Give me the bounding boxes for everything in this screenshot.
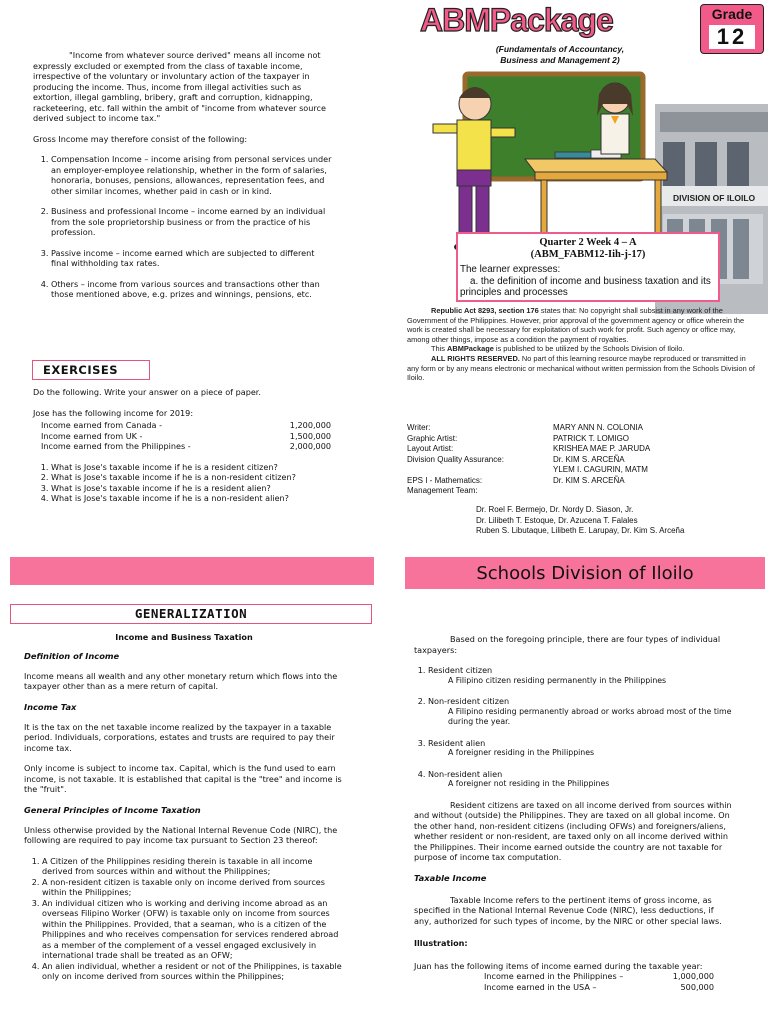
credit-role: [407, 465, 553, 476]
income-label: Income earned in the Philippines –: [484, 971, 624, 981]
credit-role: Graphic Artist:: [407, 433, 458, 443]
income-value: 1,000,000: [672, 971, 714, 981]
publish-paragraph: This ABMPackage is published to be utilized by the Schools Division of Iloilo.: [431, 344, 685, 354]
grade-badge: [700, 4, 764, 54]
generalization-label: GENERALIZATION: [10, 604, 372, 624]
taxpayer-type: [428, 696, 732, 728]
credit-name: YLEM I. CAGURIN, MATM: [553, 465, 648, 474]
list-item: 3. Passive income – income earned which are subjected to different final withholding tax rates.: [51, 248, 333, 269]
income-tax-text: It is the tax on the net taxable income realized by the taxpayer in a taxable period. Individuals, corporations, estates and trusts are required to pay their income tax.: [24, 721, 335, 753]
division-banner-text: Schools Division of Iloilo: [476, 562, 694, 584]
list-item: 3. An individual citizen who is working and deriving income abroad as an overseas Filipino Worker (OFW) is taxable only on income from sources within the Philippines. Provided, that a seaman, who is a citizen of the Philippines and who receives compensation for services rendered abroad as a member of the complement of a vessel engaged exclusively in international trade shall be treated as an OFW;: [42, 898, 344, 961]
credit-role: Division Quality Assurance:: [407, 454, 504, 464]
competency-code: (ABM_FABM12-Iih-j-17): [530, 249, 646, 260]
subtitle-line-1: (Fundamentals of Accountancy,: [495, 44, 625, 54]
illustration-label: Illustration:: [414, 938, 468, 948]
income-label: Income earned from Canada -: [41, 420, 162, 430]
top-left-panel: [33, 50, 333, 310]
type-name: 2. Non-resident citizen: [428, 696, 510, 706]
question-item: 4. What is Jose's taxable income if he is a non-resident alien?: [51, 493, 333, 504]
subtitle-line-2: Business and Management 2): [500, 55, 620, 65]
division-banner: [405, 557, 765, 589]
list-item: 1. A Citizen of the Philippines residing therein is taxable in all income derived from sources within and without the Philippines;: [42, 856, 344, 877]
exercises-label: EXERCISES: [32, 360, 150, 380]
credits-table: [407, 423, 753, 497]
cover-subtitle: [440, 44, 680, 66]
capital-text: Only income is subject to income tax. Capital, which is the fund used to earn income, is not taxable. It is established that capital is the "tree" and income is the "fruit".: [24, 763, 342, 794]
management-line: Dr. Roel F. Bermejo, Dr. Nordy D. Siason, Jr.: [476, 505, 634, 514]
gross-income-list: [33, 154, 333, 300]
taxpayer-type: [428, 769, 732, 790]
taxed-paragraph: Resident citizens are taxed on all income derived from sources within and without (outside) the Philippines. They are taxed on all global income. On the other hand, non-resident citizens (including OFWs) and foreigners/aliens, whether resident or non-resident, are taxed only on all income derived within the Philippines. Their income earned outside the country are not taxable for purpose of income tax computation.: [414, 799, 732, 862]
management-label: Management Team:: [407, 486, 478, 495]
credit-role: Layout Artist:: [407, 444, 454, 453]
list-item: 2. Business and professional Income – income earned by an individual from the sole proprietorship business or from the practice of his profession.: [51, 206, 333, 238]
generalization-panel: [24, 632, 344, 982]
quarter-week: Quarter 2 Week 4 – A: [539, 237, 637, 248]
quarter-title: [458, 237, 718, 261]
question-item: 2. What is Jose's taxable income if he is a non-resident citizen?: [51, 472, 333, 483]
taxable-income-text: Taxable Income refers to the pertinent items of gross income, as specified in the National Internal Revenue Code (NIRC), less deductions, if any, authorized for such types of income, by the NIRC or other special laws.: [414, 894, 722, 926]
type-desc: A foreigner not residing in the Philippines: [448, 779, 610, 788]
type-name: 1. Resident citizen: [428, 665, 493, 675]
type-desc: A Filipino citizen residing permanently in the Philippines: [448, 675, 667, 685]
ra-paragraph: Republic Act 8293, section 176 states that: No copyright shall subsist in any work of the Government of the Philippines. However, prior approval of the government agency or office wherein the work is created shall be necessary for exploitation of such work for profit. Such agency or office may, among other things, impose as a condition the payment of royalties.: [407, 306, 745, 344]
principles-heading: General Principles of Income Taxation: [24, 804, 201, 815]
credit-name: KRISHEA MAE P. JARUDA: [553, 444, 651, 453]
objective-text: a. the definition of income and business taxation and its principles and processes: [460, 275, 711, 298]
rights-paragraph: ALL RIGHTS RESERVED. No part of this learning resource maybe reproduced or transmitted in any form or by any means electronic or mechanical without written permission from the Schools Division of Iloilo.: [407, 353, 755, 383]
income-tax-heading: Income Tax: [24, 701, 77, 712]
type-desc: A foreigner residing in the Philippines: [448, 748, 595, 757]
definition-heading: Definition of Income: [24, 650, 120, 661]
grade-number: 12: [709, 25, 755, 49]
taxpayer-type: [428, 665, 732, 686]
credit-role: Writer:: [407, 423, 431, 432]
credit-name: Dr. KIM S. ARCEÑA: [553, 475, 625, 485]
grade-label: Grade: [711, 6, 753, 22]
type-name: 4. Non-resident alien: [428, 768, 503, 779]
abm-package-logo: ABMPackage: [420, 2, 613, 38]
jose-line: Jose has the following income for 2019:: [33, 407, 194, 418]
directions: Do the following. Write your answer on a piece of paper.: [33, 387, 261, 397]
income-value: 1,500,000: [289, 430, 331, 441]
management-team: [476, 505, 684, 537]
left-pink-banner: [10, 557, 374, 585]
definition-text: Income means all wealth and any other monetary return which flows into the taxpayer other than as a mere return of capital.: [24, 670, 338, 691]
management-line: Ruben S. Libutaque, Lilibeth E. Larupay, Dr. Kim S. Arceña: [476, 526, 685, 535]
income-value: 2,000,000: [289, 441, 331, 451]
teacher-table: [525, 150, 667, 235]
list-item: 2. A non-resident citizen is taxable only on income derived from sources within the Philippines;: [42, 877, 344, 898]
principles-list: [24, 856, 344, 982]
management-line: Dr. Lilibeth T. Estoque, Dr. Azucena T. Falales: [476, 515, 638, 525]
learner-label: The learner expresses:: [460, 264, 561, 275]
list-item: 4. An alien individual, whether a resident or not of the Philippines, is taxable only on income derived from sources within the Philippines;: [42, 961, 344, 982]
copyright-notice: [407, 306, 757, 383]
type-desc: A Filipino residing permanently abroad or works abroad most of the time during the year.: [448, 706, 732, 726]
types-intro: Based on the foregoing principle, there are four types of individual taxpayers:: [414, 634, 721, 655]
girl-character: [597, 83, 633, 154]
credit-name: MARY ANN N. COLONIA: [553, 423, 643, 432]
types-list: [414, 665, 732, 790]
list-item: 1. Compensation Income – income arising from personal services under an employer-employee relationship, whether in the form of salaries, honoraria, bonuses, pensions, allowances, representation fees, and other similar incomes, whether paid in cash or in kind.: [51, 154, 333, 196]
building-sign: DIVISION OF ILOILO: [673, 193, 756, 203]
taxpayer-type: [428, 738, 732, 759]
credit-name: Dr. KIM S. ARCEÑA: [553, 454, 625, 464]
income-label: Income earned from the Philippines -: [41, 441, 191, 451]
credit-name: PATRICK T. LOMIGO: [553, 433, 630, 443]
taxable-income-heading: Taxable Income: [414, 872, 487, 883]
question-item: 3. What is Jose's taxable income if he is a resident alien?: [51, 483, 333, 494]
questions-list: [33, 462, 333, 504]
intro-paragraph: "Income from whatever source derived" means all income not expressly excluded or exempted from the class of taxable income, irrespective of the voluntary or involuntary action of the taxpayer in producing the income. Thus, income from illegal activities such as extortion, illegal gambling, bribery, graft and corruption, kidnapping, racketeering, etc. fall within the ambit of "income from whatever source derived subject to income tax.": [33, 50, 326, 123]
gross-income-line: Gross Income may therefore consist of the following:: [33, 133, 248, 144]
credit-role: EPS I - Mathematics:: [407, 475, 483, 485]
type-name: 3. Resident alien: [428, 737, 486, 748]
principles-text: Unless otherwise provided by the National Internal Revenue Code (NIRC), the following are required to pay income tax pursuant to Section 23 thereof:: [24, 824, 338, 845]
list-item: 4. Others – income from various sources and transactions other than those mentioned above, e.g. prizes and winnings, pensions, etc.: [51, 279, 333, 300]
income-value: 500,000: [680, 981, 714, 992]
generalization-title: Income and Business Taxation: [115, 632, 253, 642]
exercises-panel: [33, 387, 333, 504]
income-label: Income earned in the USA –: [484, 981, 597, 992]
income-value: 1,200,000: [289, 420, 331, 430]
juan-income-table: [484, 971, 732, 992]
income-label: Income earned from UK -: [41, 430, 143, 441]
learner-text: [460, 264, 714, 299]
taxpayer-types-panel: [414, 634, 732, 992]
juan-line: Juan has the following items of income earned during the taxable year:: [414, 960, 703, 971]
jose-income-table: [41, 420, 333, 452]
question-item: 1. What is Jose's taxable income if he is a resident citizen?: [51, 462, 333, 473]
